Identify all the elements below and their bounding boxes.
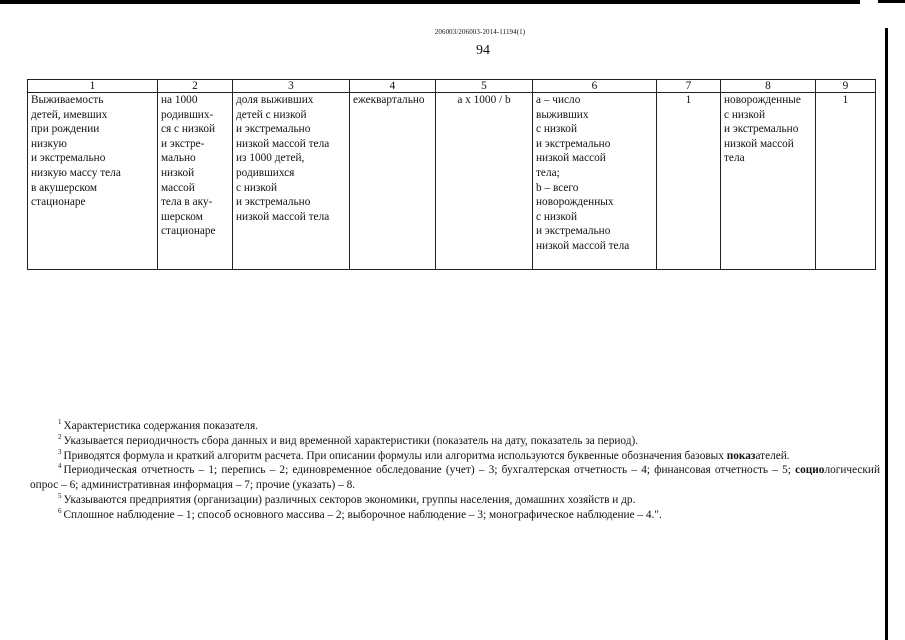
- footnote-3: [30, 449, 880, 464]
- footnote-text-continued: ателей.: [755, 449, 790, 462]
- footnote-text: Приводятся формула и краткий алгоритм расчета. При описании формулы или алгоритма используются буквенные обозначения базовых: [63, 449, 727, 462]
- column-header: 6: [533, 80, 657, 93]
- column-header: 4: [350, 80, 436, 93]
- footnote-text: Указываются предприятия (организации) различных секторов экономики, группы населения, домашних хозяйств и др.: [63, 493, 636, 506]
- footnote-4: [30, 463, 880, 493]
- footnote-text-continued: логический опрос – 6; административная информация – 7; прочие (указать) – 8.: [30, 464, 880, 492]
- footnote-5: [30, 493, 880, 508]
- table-row: [28, 93, 876, 270]
- footnote-bold-fragment: показ: [726, 449, 756, 462]
- table-header-row: [28, 80, 876, 93]
- footnote-text: Указывается периодичность сбора данных и вид временной характеристики (показатель на дату, показатель за период).: [63, 434, 639, 447]
- column-header: 8: [721, 80, 816, 93]
- cell-unit: на 1000 родивших- ся с низкой и экстре- мально низкой массой тела в аку- шерском стационаре: [158, 93, 233, 270]
- footnote-marker: 1: [58, 418, 62, 426]
- scan-right-border: [885, 28, 888, 640]
- column-header: 5: [436, 80, 533, 93]
- column-header: 3: [233, 80, 350, 93]
- footnote-marker: 3: [58, 447, 62, 456]
- footnotes: [30, 419, 880, 523]
- scan-top-border-right: [878, 0, 905, 3]
- column-header: 9: [816, 80, 876, 93]
- footnote-marker: 4: [58, 462, 62, 471]
- column-header: 2: [158, 80, 233, 93]
- cell-formula-legend: a – число выживших с низкой и экстремально низкой массой тела; b – всего новорожденных с низкой и экстремально низкой массой тела: [533, 93, 657, 270]
- page-number: 94: [476, 43, 490, 58]
- document-id: 206003/206003-2014-11194(1): [434, 28, 526, 36]
- footnote-text: Характеристика содержания показателя.: [63, 420, 258, 432]
- scan-top-border: [0, 0, 860, 4]
- cell-observation-code: 1: [816, 93, 876, 270]
- cell-population: новорожденные с низкой и экстремально низкой массой тела: [721, 93, 816, 270]
- footnote-text: Сплошное наблюдение – 1; способ основного массива – 2; выборочное наблюдение – 3; монографическое наблюдение – 4.".: [63, 508, 662, 521]
- cell-indicator-name: Выживаемость детей, имевших при рождении низкую и экстремально низкую массу тела в акушерском стационаре: [28, 93, 158, 270]
- cell-definition: доля выживших детей с низкой и экстремально низкой массой тела из 1000 детей, родившихся с низкой и экстремально низкой массой тела: [233, 93, 350, 270]
- column-header: 1: [28, 80, 158, 93]
- footnote-bold-fragment: социо: [795, 464, 825, 477]
- footnote-text: Периодическая отчетность – 1; перепись – 2; единовременное обследование (учет) – 3; бухгалтерская отчетность – 4; финансовая отчетность – 5;: [63, 464, 796, 477]
- footnote-6: [30, 508, 880, 523]
- footnote-1: [30, 419, 880, 434]
- footnote-marker: 6: [58, 506, 62, 515]
- cell-periodicity: ежеквартально: [350, 93, 436, 270]
- column-header: 7: [657, 80, 721, 93]
- cell-formula: a x 1000 / b: [436, 93, 533, 270]
- footnote-marker: 5: [58, 491, 62, 500]
- indicator-table: [27, 79, 876, 270]
- cell-method-code: 1: [657, 93, 721, 270]
- footnote-2: [30, 434, 880, 449]
- footnote-marker: 2: [58, 432, 62, 441]
